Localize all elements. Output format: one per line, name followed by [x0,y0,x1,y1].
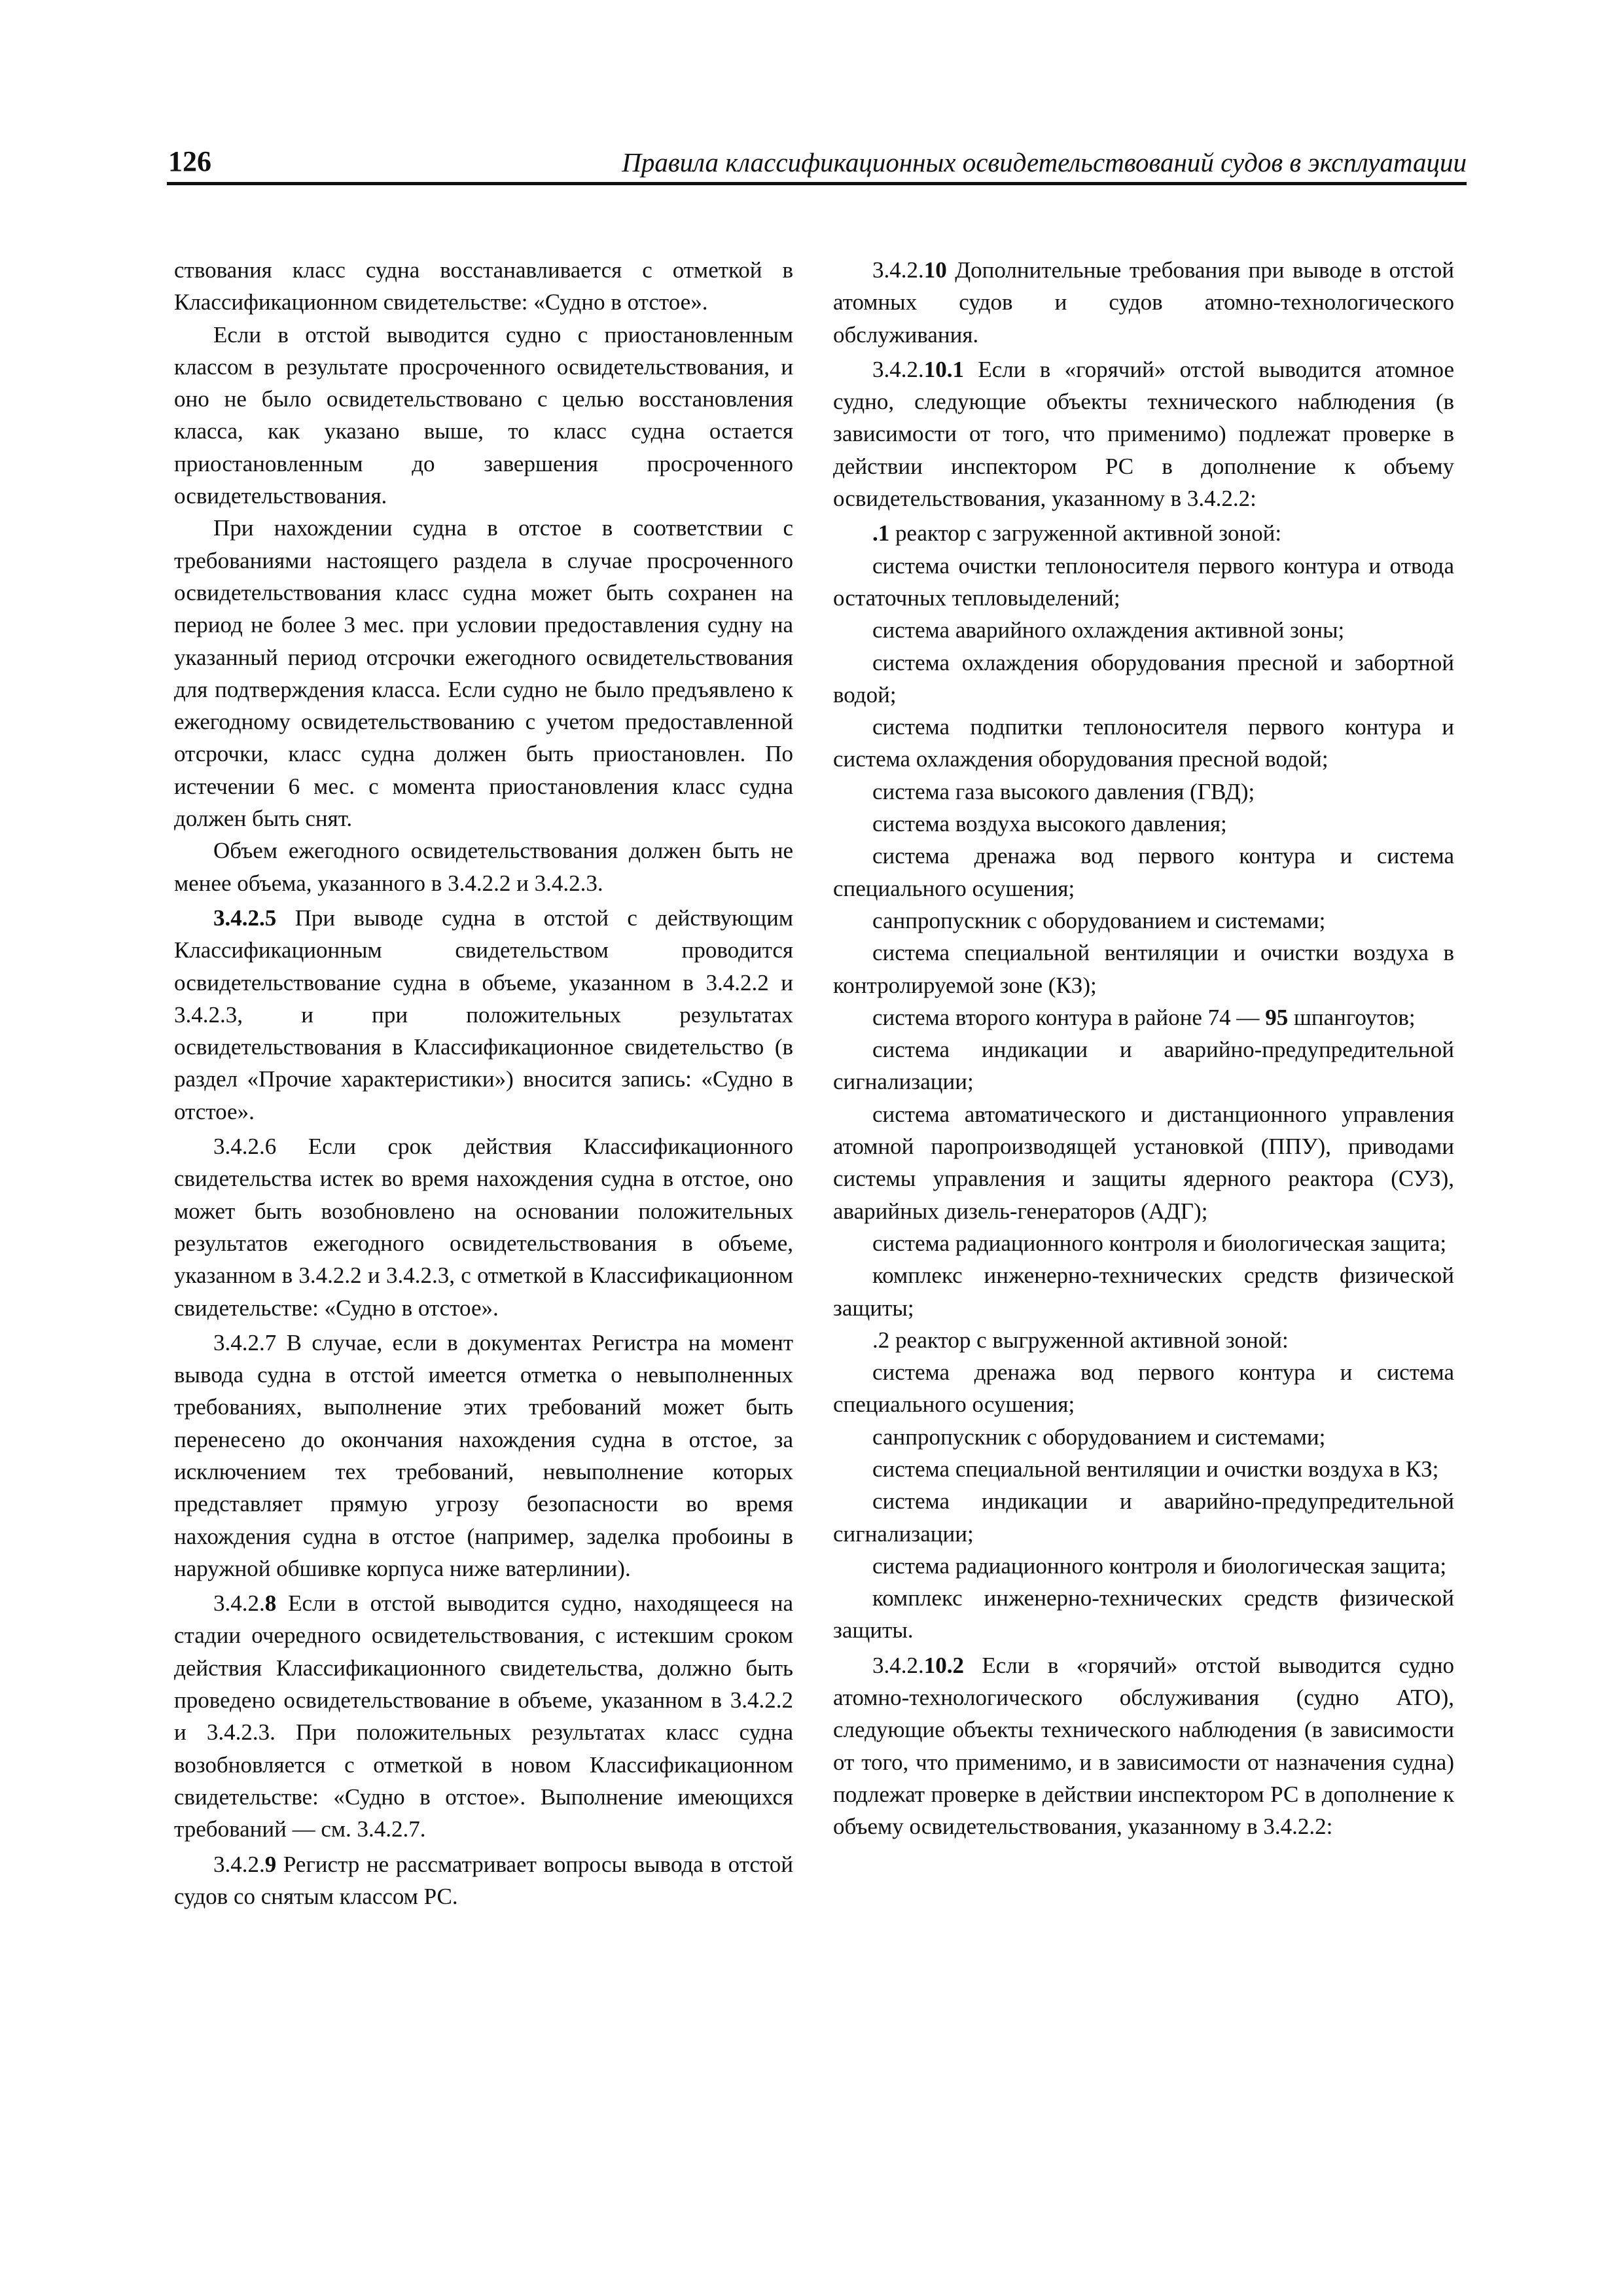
list-entry: система индикации и аварийно-предупредительной сигнализации; [833,1037,1454,1095]
clause-3-4-2-9 [174,1848,793,1913]
clause-text: Дополнительные требования при выводе в отстой атомных судов и судов атомно-технологического обслуживания. [833,257,1454,348]
right-column [833,254,1454,1843]
page-number: 126 [168,145,211,177]
clause-number: 9 [264,1851,277,1877]
list-entry: система газа высокого давления (ГВД); [872,778,1255,804]
list-entry: санпропускник с оборудованием и системами; [872,1424,1326,1450]
clause-prefix: 3.4.2. [213,1590,265,1617]
clause-3-4-2-8 [174,1587,793,1845]
clause-number: 3.4.2.5 [213,905,277,931]
list-entry: система воздуха высокого давления; [872,811,1227,837]
paragraph: При нахождении судна в отстое в соответствии с требованиями настоящего раздела в случае просроченного освидетельствования класс судна может быть сохранен на период не более 3 мес. при условии предоставления судну на указанный период отсрочки ежегодного освидетельствования для подтверждения класса. Если судно не было предъявлено к ежегодному освидетельствованию с учетом предоставленной отсрочки, класс судна должен быть приостановлен. По истечении 6 мес. с момента приостановления класс судна должен быть снят. [174,515,793,832]
list-entry: система второго контура в районе 74 — 95 шпангоутов; [872,1004,1416,1030]
clause-3-4-2-7: 3.4.2.7 В случае, если в документах Регистра на момент вывода судна в отстой имеется отметка о невыполненных требованиях, выполнение этих требований может быть перенесено до окончания нахождения судна в отстое, за исключением тех требований, невыполнение которых представляет прямую угрозу безопасности во время нахождения судна в отстое (например, заделка пробоины в наружной обшивке корпуса ниже ватерлинии). [174,1329,793,1581]
list-entry: система специальной вентиляции и очистки воздуха в КЗ; [872,1456,1439,1482]
list-entry: санпропускник с оборудованием и системами; [872,907,1326,933]
list-entry: система подпитки теплоносителя первого контура и система охлаждения оборудования пресной водой; [833,714,1454,772]
left-column [174,254,793,1912]
list-entry: система очистки теплоносителя первого контура и отвода остаточных тепловыделений; [833,552,1454,611]
clause-text: Регистр не рассматривает вопросы вывода в отстой судов со снятым классом РС. [174,1851,793,1909]
list-item-2: .2 реактор с выгруженной активной зоной: [872,1327,1289,1353]
list-entry: система дренажа вод первого контура и система специального осушения; [833,843,1454,901]
list-entry: система охлаждения оборудования пресной и забортной водой; [833,649,1454,708]
clause-number: 10 [923,257,947,283]
list-entry: система радиационного контроля и биологическая защита; [872,1230,1447,1256]
clause-3-4-2-10 [833,254,1454,351]
list-entry: система аварийного охлаждения активной зоны; [872,617,1345,643]
clause-text: Если в «горячий» отстой выводится судно атомно-технологического обслуживания (судно АТО), следующие объекты технического наблюдения (в зависимости от того, что применимо, и в зависимости от назначения судна) подлежат проверке в действии инспектором РС в дополнение к объему освидетельствования, указанному в 3.4.2.2: [833,1652,1454,1840]
list-item-1 [833,517,1454,549]
paragraph: Если в отстой выводится судно с приостановленным классом в результате просроченного освидетельствования, и оно не было освидетельствовано с целью восстановления класса, как указано выше, то класс судна остается приостановленным до завершения просроченного освидетельствования. [174,321,793,509]
list-entry: комплекс инженерно-технических средств физической защиты; [833,1263,1454,1321]
paragraph: ствования класс судна восстанавливается с отметкой в Классификационном свидетельстве: «Судно в отстое». [174,257,793,315]
clause-prefix: 3.4.2. [872,257,924,283]
clause-prefix: 3.4.2. [872,356,924,382]
list-entry: система автоматического и дистанционного управления атомной паропроизводящей установкой (ППУ), приводами системы управления и защиты ядерного реактора (СУЗ), аварийных дизель-генераторов (АДГ); [833,1101,1454,1224]
clause-3-4-2-10-2 [833,1649,1454,1843]
clause-prefix: 3.4.2. [872,1652,924,1678]
list-entry: комплекс инженерно-технических средств физической защиты. [833,1585,1454,1643]
running-title: Правила классификационных освидетельствований судов в эксплуатации [622,147,1467,177]
clause-text: Если в отстой выводится судно, находящееся на стадии очередного освидетельствования, с истекшим сроком действия Классификационного свидетельства, должно быть проведено освидетельствование в объеме, указанном в 3.4.2.2 и 3.4.2.3. При положительных результатах класс судна возобновляется с отметкой в новом Классификационном свидетельстве: «Судно в отстое». Выполнение имеющихся требований — см. 3.4.2.7. [174,1590,793,1842]
clause-text: При выводе судна в отстой с действующим Классификационным свидетельством проводится освидетельствование судна в объеме, указанном в 3.4.2.2 и 3.4.2.3, и при положительных результатах освидетельствования в Классификационное свидетельство (в раздел «Прочие характеристики») вносится запись: «Судно в отстое». [174,905,793,1124]
clause-prefix: 3.4.2. [213,1851,265,1877]
clause-number: 10.2 [923,1652,964,1678]
clause-number: 8 [264,1590,277,1617]
clause-text: Если в «горячий» отстой выводится атомное судно, следующие объекты технического наблюдения (в зависимости от того, что применимо) подлежат проверке в действии инспектором РС в дополнение к объему освидетельствования, указанному в 3.4.2.2: [833,356,1454,512]
list-entry: система дренажа вод первого контура и система специального осушения; [833,1359,1454,1418]
clause-number: 10.1 [923,356,964,382]
list-text: реактор с загруженной активной зоной: [889,520,1282,547]
list-entry: система радиационного контроля и биологическая защита; [872,1552,1447,1579]
list-entry: система индикации и аварийно-предупредительной сигнализации; [833,1488,1454,1547]
list-entry: система специальной вентиляции и очистки воздуха в контролируемой зоне (КЗ); [833,940,1454,998]
paragraph: Объем ежегодного освидетельствования должен быть не менее объема, указанного в 3.4.2.2 и 3.4.2.3. [174,838,793,896]
clause-3-4-2-5 [174,902,793,1128]
running-header [167,145,1467,185]
clause-3-4-2-10-1 [833,353,1454,514]
list-marker: .1 [872,520,890,547]
clause-3-4-2-6: 3.4.2.6 Если срок действия Классификационного свидетельства истек во время нахождения судна в отстое, оно может быть возобновлено на основании положительных результатов ежегодного освидетельствования в объеме, указанном в 3.4.2.2 и 3.4.2.3, с отметкой в Классификационном свидетельстве: «Судно в отстое». [174,1134,793,1321]
